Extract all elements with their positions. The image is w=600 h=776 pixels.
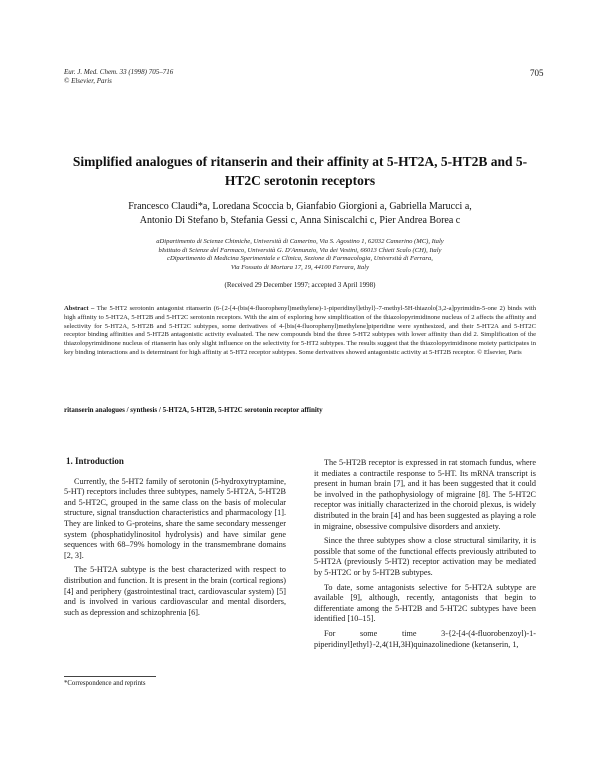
keywords: ritanserin analogues / synthesis / 5-HT2A, 5-HT2B, 5-HT2C serotonin receptor affinity: [64, 406, 323, 414]
paragraph: The 5-HT2A subtype is the best characterized with respect to distribution and function. It is present in the brain (cortical regions) [4] and periphery (gastrointestinal tract, cardiovascular system) [5] and is involved in various cardiovascular and mental disorders, such as depression and schizophrenia [6].: [64, 565, 286, 617]
journal-line-1: Eur. J. Med. Chem. 33 (1998) 705–716: [64, 68, 174, 76]
author-list: [60, 200, 540, 228]
paragraph: For some time 3-{2-[4-(4-fluorobenzoyl)-1-piperidinyl]ethyl}-2,4(1H,3H)quinazolinedione (ketanserin, 1,: [314, 628, 536, 649]
authors-line-1: Francesco Claudi*a, Loredana Scoccia b, Gianfabio Giorgioni a, Gabriella Marucci a,: [128, 201, 472, 212]
affiliation-c: cDipartimento di Medicina Sperimentale e Clinica, Sezione di Farmacologia, Università di Ferrara,: [167, 255, 433, 263]
journal-line-2: © Elsevier, Paris: [64, 77, 112, 85]
footnote-divider: [64, 676, 156, 677]
affiliation-b: bIstituto di Scienze del Farmaco, Università G. D'Annunzio, Via dei Vestini, 66013 Chieti Scalo (CH), Italy: [158, 246, 442, 254]
abstract-text: The 5-HT2 serotonin antagonist ritanserin (6-{2-[4-(bis(4-fluorophenyl)methylene)-1-piperidinyl]ethyl}-7-methyl-5H-thiazolo[3,2-a]pyrimidin-5-one 2) binds with high affinity to 5-HT2A, 5-HT2B and 5-HT2C serotonin receptors. With the aim of exploring how simplification of the thiazolopyrimidinone nucleus of 2 affects the affinity and selectivity for 5-HT2A, 5-HT2B and 5-HT2C subtypes, some derivatives of 4-[bis(4-fluorophenyl)methylene]piperidine were synthesized, and their 5-HT2A and 5-HT2C receptor binding affinities and 5-HT2B antagonistic activity evaluated. The new compounds bind the three 5-HT2 subtypes with lower affinity than did 2. Simplification of the thiazolopyrimidinone nucleus of ritanserin has only slight influence on the selectivity for 5-HT2 subtypes. The results suggest that the thiazolopyrimidinone moiety participates in key binding interactions and is determinant for high affinity at 5-HT2 receptor subtypes. Some derivatives showed antagonistic activity at 5-HT2B receptor. © Elsevier, Paris: [64, 305, 536, 356]
abstract-label: Abstract –: [64, 305, 95, 312]
paragraph: Currently, the 5-HT2 family of serotonin (5-hydroxytryptamine, 5-HT) receptors includes three subtypes, namely 5-HT2A, 5-HT2B and 5-HT2C, grouped in the same class on the basis of molecular structure, signal transduction characteristics and pharmacology [1]. They are linked to G-proteins, share the same secondary messenger system (phosphatidylinositol hydrolysis) and have similar gene sequences with 68–79% homology in the transmembrane domains [2, 3].: [64, 476, 286, 560]
authors-line-2: Antonio Di Stefano b, Stefania Gessi c, Anna Siniscalchi c, Pier Andrea Borea c: [139, 215, 461, 226]
received-date: (Received 29 December 1997; accepted 3 April 1998): [224, 281, 376, 289]
paragraph: To date, some antagonists selective for 5-HT2A subtype are available [9], although, recently, antagonists that begin to differentiate among the 5-HT2B and 5-HT2C subtypes have been identified [10–15].: [314, 582, 536, 624]
article-title: Simplified analogues of ritanserin and their affinity at 5-HT2A, 5-HT2B and 5-HT2C serotonin receptors: [72, 154, 528, 188]
left-column: [64, 456, 286, 622]
footnote: *Correspondence and reprints: [64, 680, 146, 687]
affiliations: [80, 238, 520, 272]
paragraph: The 5-HT2B receptor is expressed in rat stomach fundus, where it mediates a contractile response to 5-HT. Its mRNA transcript is present in human brain [7], and it has been suggested that it could be involved in the pathophysiology of migraine [8]. The 5-HT2C receptor was initially characterized in the choroid plexus, is widely distributed in the brain [4] and has been suggested as playing a role in migraine, obsessive compulsive disorders and anxiety.: [314, 458, 536, 531]
affiliation-a: aDipartimento di Scienze Chimiche, Università di Camerino, Via S. Agostino 1, 62032 Camerino (MC), Italy: [156, 238, 444, 245]
abstract: [64, 305, 536, 358]
page-number: 705: [530, 68, 544, 78]
section-heading: 1. Introduction: [66, 456, 124, 466]
right-column: [314, 458, 536, 654]
affiliation-c-cont: Via Fossato di Mortara 17, 19, 44100 Ferrara, Italy: [230, 263, 370, 271]
journal-citation: [64, 68, 173, 86]
paragraph: Since the three subtypes show a close structural similarity, it is possible that some of the functional effects previously attributed to 5-HT2A (previously 5-HT2) receptor activation may be mediated by 5-HT2C or by 5-HT2B subtypes.: [314, 536, 536, 577]
